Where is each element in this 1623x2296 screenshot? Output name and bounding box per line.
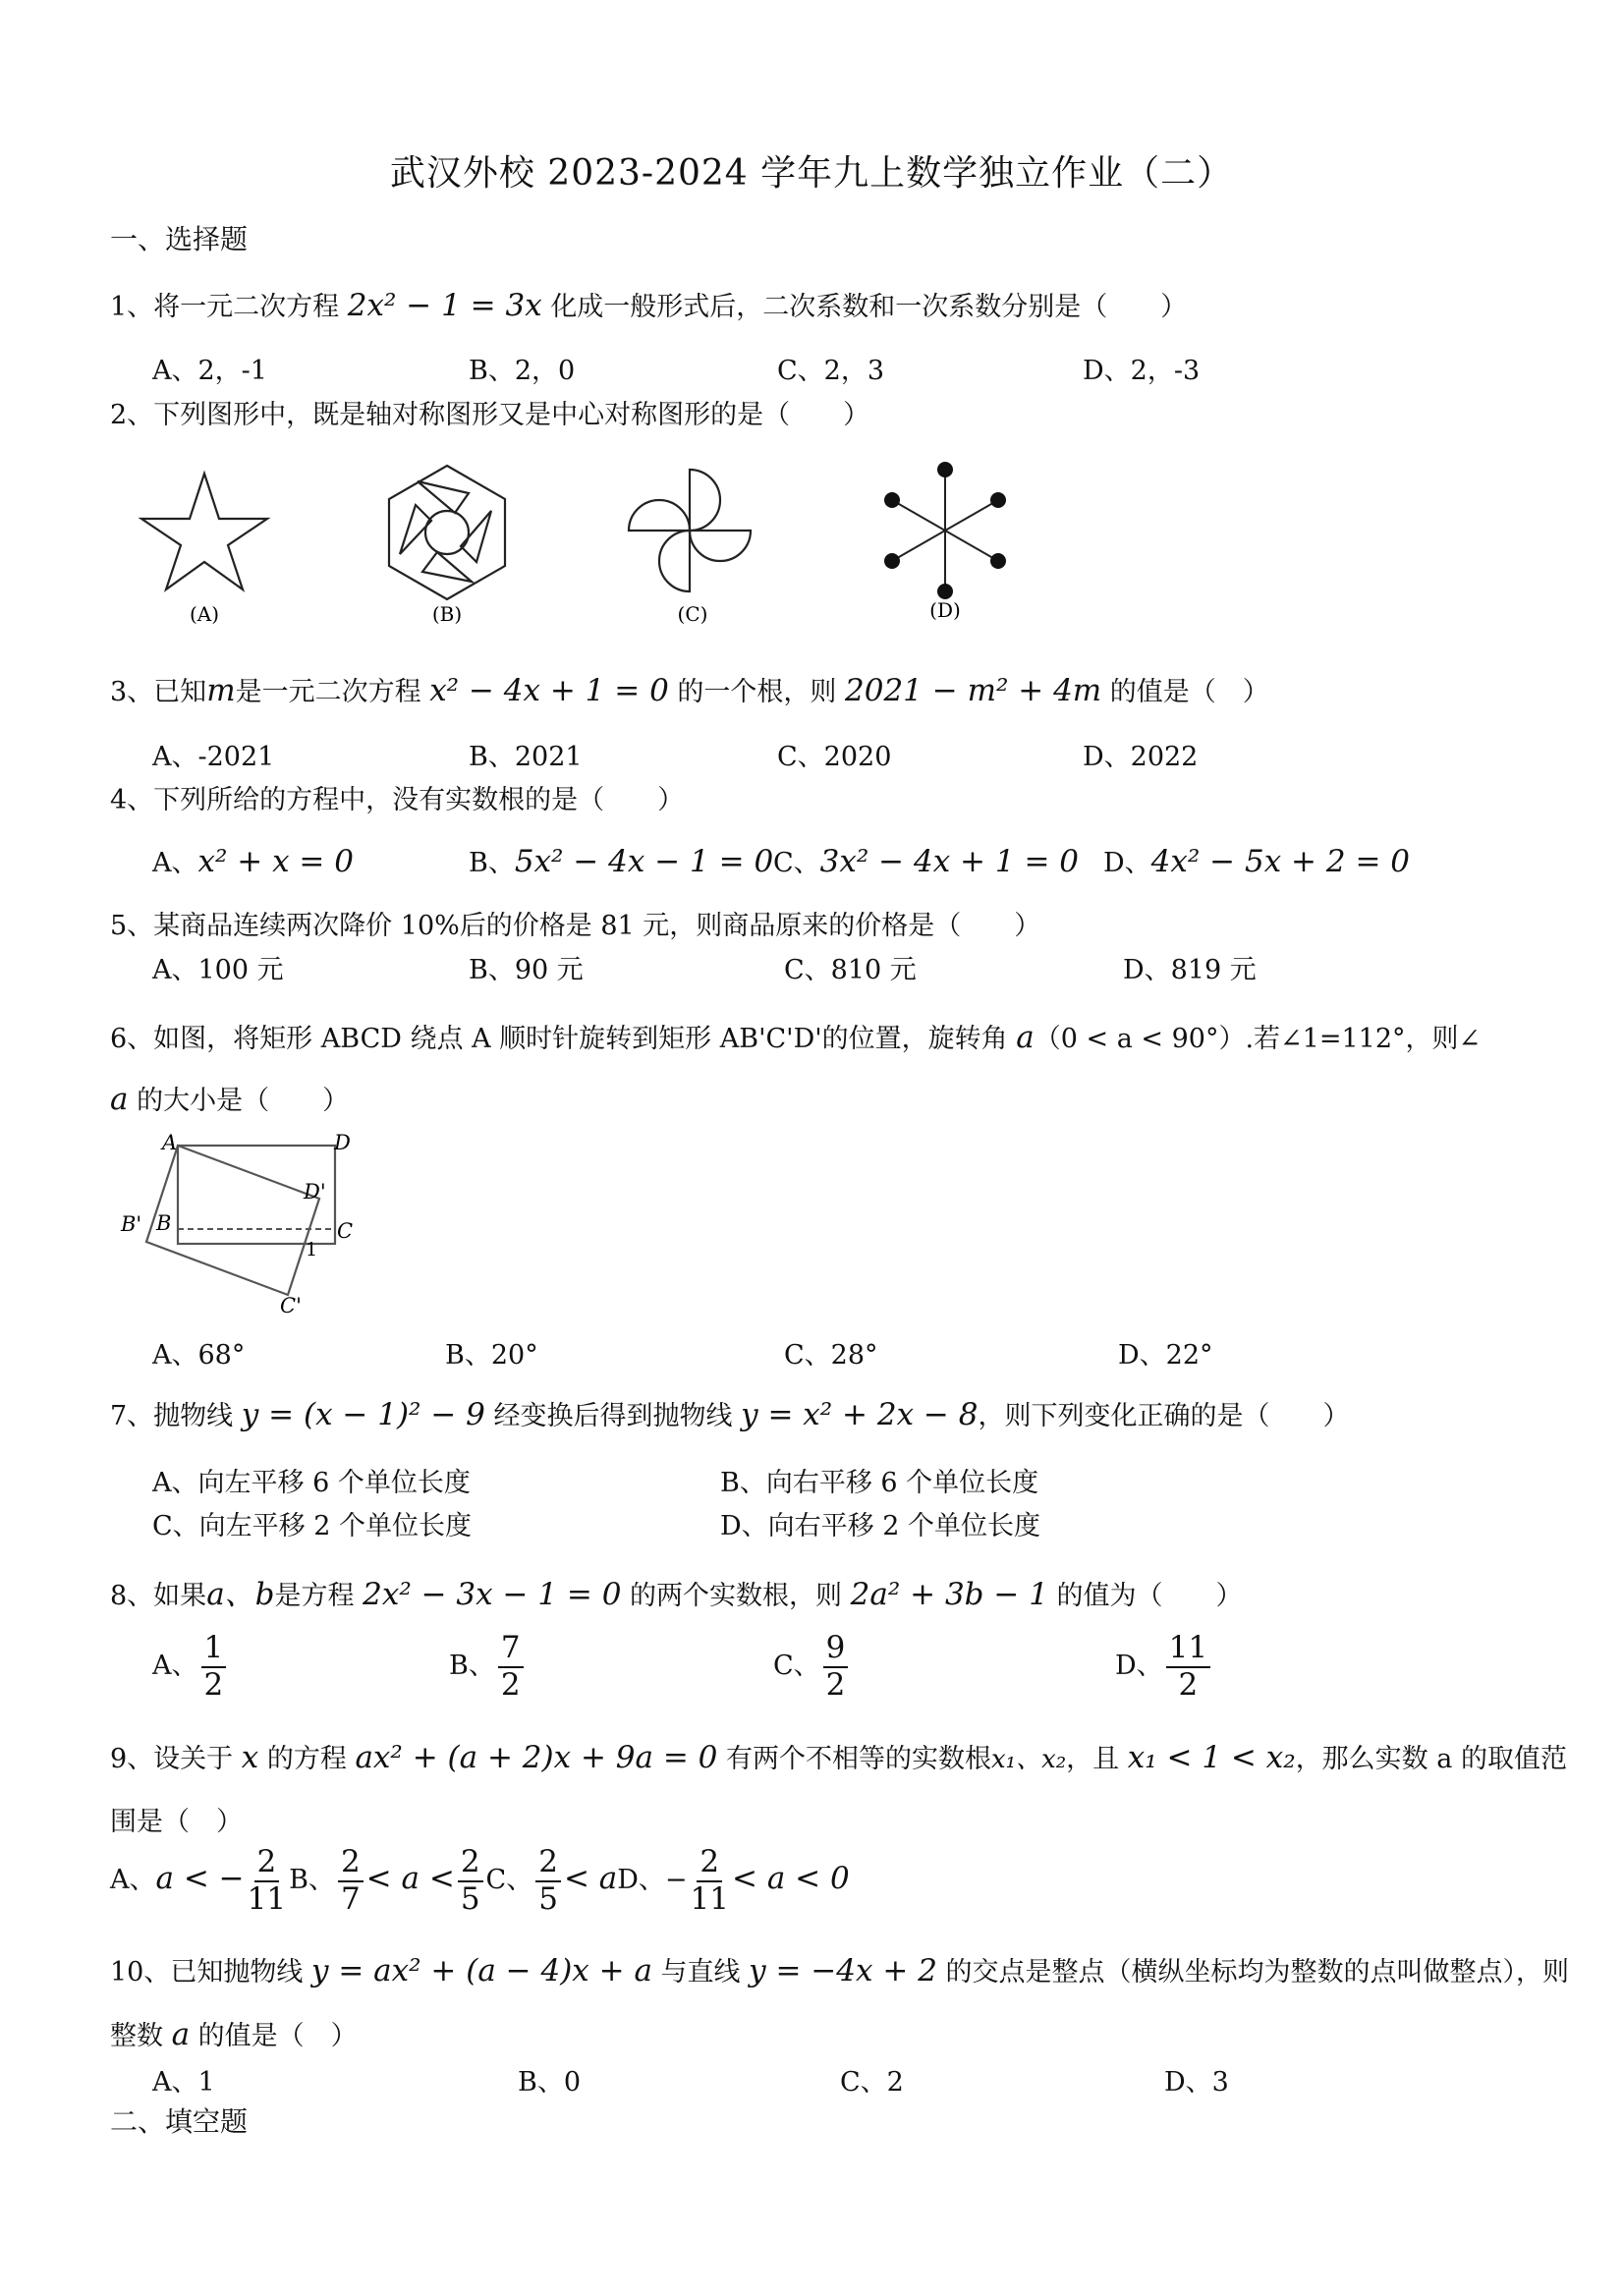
q3-option-b[interactable]: B、2021 (469, 742, 583, 772)
fraction-numerator: 2 (254, 1845, 280, 1882)
q9-option-b[interactable] (289, 1844, 485, 1917)
q7-equation-2: y = x² + 2x − 8 (741, 1397, 979, 1432)
fraction-denominator: 5 (460, 1880, 480, 1917)
q1-option-d[interactable]: D、2，-3 (1083, 356, 1201, 386)
section-heading-fill-in: 二、填空题 (110, 2105, 249, 2138)
page-title: 武汉外校 2023-2024 学年九上数学独立作业（二） (389, 153, 1234, 194)
q10-equation-1: y = ax² + (a − 4)x + a (310, 1953, 652, 1988)
question-10 (110, 1950, 1569, 1988)
q8-equation: 2x² − 3x − 1 = 0 (363, 1577, 622, 1612)
q3-text-mid: 是一元二次方程 (235, 677, 421, 707)
q6-text-post: .若∠1=112°，则∠ (1245, 1024, 1482, 1054)
q3-option-c[interactable]: C、2020 (777, 742, 892, 772)
q10-option-a[interactable]: A、1 (152, 2067, 215, 2098)
fraction-denominator: 2 (1178, 1666, 1199, 1703)
q6-range: （0 < a < 90°） (1034, 1024, 1246, 1054)
q9-text-mid: 的方程 (266, 1744, 347, 1774)
q9-option-b-label: B、 (289, 1865, 335, 1896)
q9-option-a-expr: a < − (155, 1861, 245, 1897)
q7-equation-1: y = (x − 1)² − 9 (241, 1397, 485, 1432)
q9-option-a-label: A、 (110, 1865, 156, 1896)
q10-text-post: 的交点是整点（横纵坐标均为整数的点叫做整点），则 (945, 1957, 1570, 1988)
q10-equation-2: y = −4x + 2 (749, 1953, 937, 1988)
q6-option-a[interactable]: A、68° (152, 1340, 246, 1371)
q4-option-b-eq: 5x² − 4x − 1 = 0 (514, 844, 774, 879)
q9-option-d[interactable] (617, 1844, 850, 1917)
question-7 (110, 1394, 1349, 1432)
fraction-denominator: 5 (538, 1880, 558, 1917)
q6-label-b-prime: B' (121, 1212, 142, 1236)
q10-option-c[interactable]: C、2 (840, 2067, 904, 2098)
q4-option-c-eq: 3x² − 4x + 1 = 0 (819, 844, 1080, 879)
q3-var: m (206, 673, 236, 708)
q4-option-d[interactable] (1103, 841, 1410, 879)
question-4: 4、下列所给的方程中，没有实数根的是（ ） (110, 785, 685, 815)
fraction-numerator: 2 (458, 1845, 483, 1882)
q1-option-b[interactable]: B、2，0 (469, 356, 576, 386)
q9-option-b-fraction-2 (458, 1845, 483, 1917)
q9-option-d-expr: < a < 0 (732, 1861, 850, 1897)
q5-option-d[interactable]: D、819 元 (1123, 955, 1257, 985)
q6-alpha: a (1016, 1020, 1035, 1055)
fraction-denominator: 11 (690, 1880, 729, 1917)
q8-option-a[interactable] (152, 1631, 229, 1703)
q6-label-c-prime: C' (280, 1294, 302, 1317)
q1-option-a[interactable]: A、2，-1 (152, 356, 267, 386)
q4-option-b[interactable] (469, 841, 773, 879)
fraction-denominator: 2 (825, 1666, 846, 1703)
q7-option-c[interactable]: C、向左平移 2 个单位长度 (152, 1511, 473, 1541)
q8-option-b[interactable] (449, 1631, 527, 1703)
q5-option-b[interactable]: B、90 元 (469, 955, 584, 985)
q7-text-mid: 经变换后得到抛物线 (493, 1401, 733, 1431)
q9-roots: x₁、x₂ (990, 1745, 1067, 1774)
figure-b-label: (B) (431, 602, 463, 626)
figure-a-label: (A) (189, 602, 220, 626)
q7-option-b[interactable]: B、向右平移 6 个单位长度 (720, 1468, 1039, 1498)
q9-option-b-fraction-1 (338, 1845, 364, 1917)
q3-text-pre: 3、已知 (110, 677, 207, 707)
q9-option-c[interactable] (485, 1844, 618, 1917)
q8-option-d[interactable] (1115, 1631, 1213, 1703)
q4-option-a-label: A、 (152, 848, 198, 878)
q4-option-b-label: B、 (469, 848, 515, 878)
q8-text-mid: 是方程 (274, 1581, 355, 1611)
q8-option-c-label: C、 (773, 1651, 820, 1682)
q6-label-angle-1: 1 (306, 1239, 318, 1260)
q9-var: x (241, 1740, 259, 1775)
fraction-numerator: 2 (697, 1845, 722, 1882)
q9-option-d-label: D、− (617, 1865, 688, 1896)
fraction-denominator: 2 (500, 1666, 521, 1703)
q9-option-a[interactable] (110, 1844, 289, 1917)
q6-text-pre: 6、如图，将矩形 ABCD 绕点 A 顺时针旋转到矩形 AB'C'D'的位置，旋转角 (110, 1024, 1008, 1054)
fraction-denominator: 11 (247, 1880, 287, 1917)
q10-text-line2-post: 的值是（ ） (197, 2021, 358, 2051)
q6-label-d: D (334, 1131, 351, 1154)
q7-text-post: ，则下列变化正确的是（ ） (978, 1401, 1350, 1431)
q1-option-c[interactable]: C、2，3 (777, 356, 885, 386)
fraction-numerator: 2 (338, 1845, 364, 1882)
figure-b-hexagon-icon[interactable] (389, 466, 505, 599)
fraction-denominator: 2 (203, 1666, 224, 1703)
q9-option-a-fraction (248, 1845, 286, 1917)
q8-option-d-label: D、 (1115, 1651, 1163, 1682)
q9-options (110, 1845, 850, 1917)
question-5: 5、某商品连续两次降价 10%后的价格是 81 元，则商品原来的价格是（ ） (110, 911, 1041, 941)
q5-option-c[interactable]: C、810 元 (784, 955, 917, 985)
q7-text-pre: 7、抛物线 (110, 1401, 234, 1431)
q9-option-c-expr: < a (563, 1861, 618, 1897)
q8-option-d-fraction (1166, 1631, 1210, 1703)
question-3 (110, 670, 1269, 708)
q8-option-b-label: B、 (449, 1651, 495, 1682)
q10-text-mid: 与直线 (660, 1957, 741, 1988)
fraction-denominator: 7 (340, 1880, 361, 1917)
figure-c-label: (C) (677, 602, 708, 626)
fraction-numerator: 7 (498, 1631, 524, 1668)
q8-option-c-fraction (823, 1631, 849, 1703)
q6-option-d[interactable]: D、22° (1118, 1340, 1213, 1371)
figure-c-pinwheel-icon[interactable] (629, 470, 751, 591)
q6-label-a: A (162, 1131, 178, 1154)
question-6-line2 (110, 1079, 349, 1117)
question-2: 2、下列图形中，既是轴对称图形又是中心对称图形的是（ ） (110, 400, 870, 430)
q9-option-c-label: C、 (485, 1865, 533, 1896)
q9-condition: x₁ < 1 < x₂ (1127, 1740, 1296, 1775)
question-9-line2: 围是（ ） (110, 1807, 243, 1837)
q8-option-b-fraction (498, 1631, 524, 1703)
q8-text-pre: 8、如果 (110, 1581, 207, 1611)
q4-option-a-eq: x² + x = 0 (197, 844, 354, 879)
q4-option-c-label: C、 (773, 848, 820, 878)
q9-option-b-expr: < a < (365, 1861, 455, 1897)
q7-option-a[interactable]: A、向左平移 6 个单位长度 (152, 1468, 471, 1498)
question-10-line2 (110, 2014, 358, 2052)
q6-rectangle-figure (113, 1128, 368, 1319)
fraction-numerator: 9 (823, 1631, 849, 1668)
q6-label-d-prime: D' (304, 1180, 326, 1204)
q9-text-mid3: ，且 (1066, 1744, 1120, 1774)
q7-option-d[interactable]: D、向右平移 2 个单位长度 (720, 1511, 1040, 1541)
q1-equation: 2x² − 1 = 3x (347, 288, 542, 323)
q8-text-post: 的值为（ ） (1056, 1581, 1243, 1611)
figure-d-asterisk-icon[interactable] (884, 462, 1006, 599)
q6-alpha-2: a (110, 1082, 129, 1117)
question-6 (110, 1017, 1481, 1055)
question-9 (110, 1737, 1567, 1775)
q2-figures (118, 452, 1051, 634)
q10-var: a (171, 2017, 191, 2052)
q8-expression: 2a² + 3b − 1 (850, 1577, 1048, 1612)
q10-text-line2-pre: 整数 (110, 2021, 163, 2051)
q9-option-c-fraction (535, 1845, 561, 1917)
question-1 (110, 285, 1187, 323)
q6-label-b: B (156, 1211, 172, 1235)
q8-vars: a、b (206, 1577, 275, 1612)
q3-text-mid2: 的一个根，则 (677, 677, 837, 707)
q6-option-c[interactable]: C、28° (784, 1340, 878, 1371)
q9-text-post: ，那么实数 a 的取值范 (1295, 1744, 1567, 1774)
section-heading-choice: 一、选择题 (110, 223, 249, 255)
question-8 (110, 1569, 1243, 1613)
fraction-numerator: 2 (535, 1845, 561, 1882)
figure-a-star-icon[interactable] (141, 474, 267, 589)
q1-text-pre: 1、将一元二次方程 (110, 292, 340, 322)
q4-option-a[interactable] (152, 841, 354, 879)
q4-option-c[interactable] (773, 841, 1079, 879)
q8-option-c[interactable] (773, 1631, 851, 1703)
q4-option-d-eq: 4x² − 5x + 2 = 0 (1150, 844, 1410, 879)
q3-option-d[interactable]: D、2022 (1083, 742, 1199, 772)
q8-option-a-fraction (201, 1631, 227, 1703)
q9-equation: ax² + (a + 2)x + 9a = 0 (355, 1740, 718, 1775)
q9-option-d-fraction (691, 1845, 729, 1917)
q5-option-a[interactable]: A、100 元 (152, 955, 284, 985)
q9-text-pre: 9、设关于 (110, 1744, 234, 1774)
q6-option-b[interactable]: B、20° (445, 1340, 538, 1371)
figure-d-label: (D) (929, 598, 961, 622)
q6-label-c: C (337, 1219, 354, 1243)
q10-option-d[interactable]: D、3 (1164, 2067, 1229, 2098)
q3-option-a[interactable]: A、-2021 (152, 742, 275, 772)
q8-option-a-label: A、 (152, 1651, 198, 1682)
q10-option-b[interactable]: B、0 (518, 2067, 582, 2098)
fraction-numerator: 11 (1166, 1631, 1210, 1668)
q1-text-post: 化成一般形式后，二次系数和一次系数分别是（ ） (550, 292, 1188, 322)
q3-text-post: 的值是（ ） (1109, 677, 1269, 707)
q10-text-pre: 10、已知抛物线 (110, 1957, 304, 1988)
q8-text-mid2: 的两个实数根，则 (630, 1581, 843, 1611)
q6-text-line2: 的大小是（ ） (137, 1086, 350, 1116)
q3-equation: x² − 4x + 1 = 0 (429, 673, 669, 708)
q3-expression: 2021 − m² + 4m (845, 673, 1102, 708)
q4-option-d-label: D、 (1103, 848, 1151, 878)
q9-text-mid2: 有两个不相等的实数根 (725, 1744, 991, 1774)
fraction-numerator: 1 (201, 1631, 227, 1668)
